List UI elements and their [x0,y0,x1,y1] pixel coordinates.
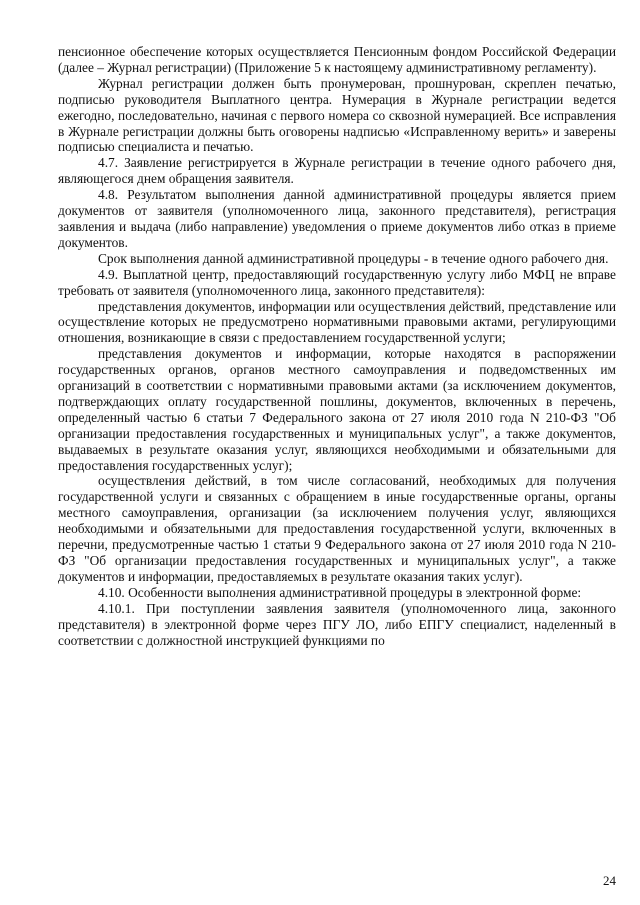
paragraph-3: 4.7. Заявление регистрируется в Журнале регистрации в течение одного рабочего дня, являющегося днем обращения заявителя. [58,155,616,187]
paragraph-2: Журнал регистрации должен быть пронумерован, прошнурован, скреплен печатью, подписью руководителя Выплатного центра. Нумерация в Журнале регистрации ведется ежегодно, последовательно, начиная с первого номера со сквозной нумерацией. Все исправления в Журнале регистрации должны быть оговорены надписью «Исправленному верить» и заверены подписью специалиста и печатью. [58,75,616,155]
paragraph-9: осуществления действий, в том числе согласований, необходимых для получения государственной услуги и связанных с обращением в иные государственные органы, органы местного самоуправления, организации (за исключением получения услуг, являющихся необходимыми и обязательными для предоставления государственной услуги, включенных в перечни, предусмотренные частью 1 статьи 9 Федерального закона от 27 июля 2010 года N 210-ФЗ "Об организации предоставления государственных и муниципальных услуг", а также документов и информации, предоставляемых в результате оказания таких услуг). [58,473,616,584]
paragraph-11: 4.10.1. При поступлении заявления заявителя (уполномоченного лица, законного представителя) в электронной форме через ПГУ ЛО, либо ЕПГУ специалист, наделенный в соответствии с должностной инструкцией функциями по [58,600,616,648]
paragraph-1: пенсионное обеспечение которых осуществляется Пенсионным фондом Российской Федерации (далее – Журнал регистрации) (Приложение 5 к настоящему административному регламенту). [58,44,616,75]
document-page [58,44,616,648]
paragraph-7: представления документов, информации или осуществления действий, представление или осуществление которых не предусмотрено нормативными правовыми актами, регулирующими отношения, возникающие в связи с предоставлением государственной услуги; [58,298,616,346]
paragraph-8: представления документов и информации, которые находятся в распоряжении государственных органов, органов местного самоуправления и подведомственных им организаций в соответствии с нормативными правовыми актами (за исключением документов, подтверждающих оплату государственной пошлины, документов, включенных в перечень, определенный частью 6 статьи 7 Федерального закона от 27 июля 2010 года N 210-ФЗ "Об организации предоставления государственных и муниципальных услуг", а также документов, выдаваемых в результате оказания услуг, являющихся необходимыми и обязательными для предоставления государственных услуг); [58,346,616,473]
paragraph-10: 4.10. Особенности выполнения административной процедуры в электронной форме: [98,584,582,600]
paragraph-6: 4.9. Выплатной центр, предоставляющий государственную услугу либо МФЦ не вправе требовать от заявителя (уполномоченного лица, законного представителя): [58,266,616,298]
paragraph-5: Срок выполнения данной административной процедуры - в течение одного рабочего дня. [98,250,609,266]
page-number: 24 [603,873,616,888]
paragraph-4: 4.8. Результатом выполнения данной административной процедуры является прием документов от заявителя (уполномоченного лица, законного представителя), регистрация заявления и выдача (либо направление) уведомления о приеме документов либо отказ в приеме документов. [58,187,616,250]
